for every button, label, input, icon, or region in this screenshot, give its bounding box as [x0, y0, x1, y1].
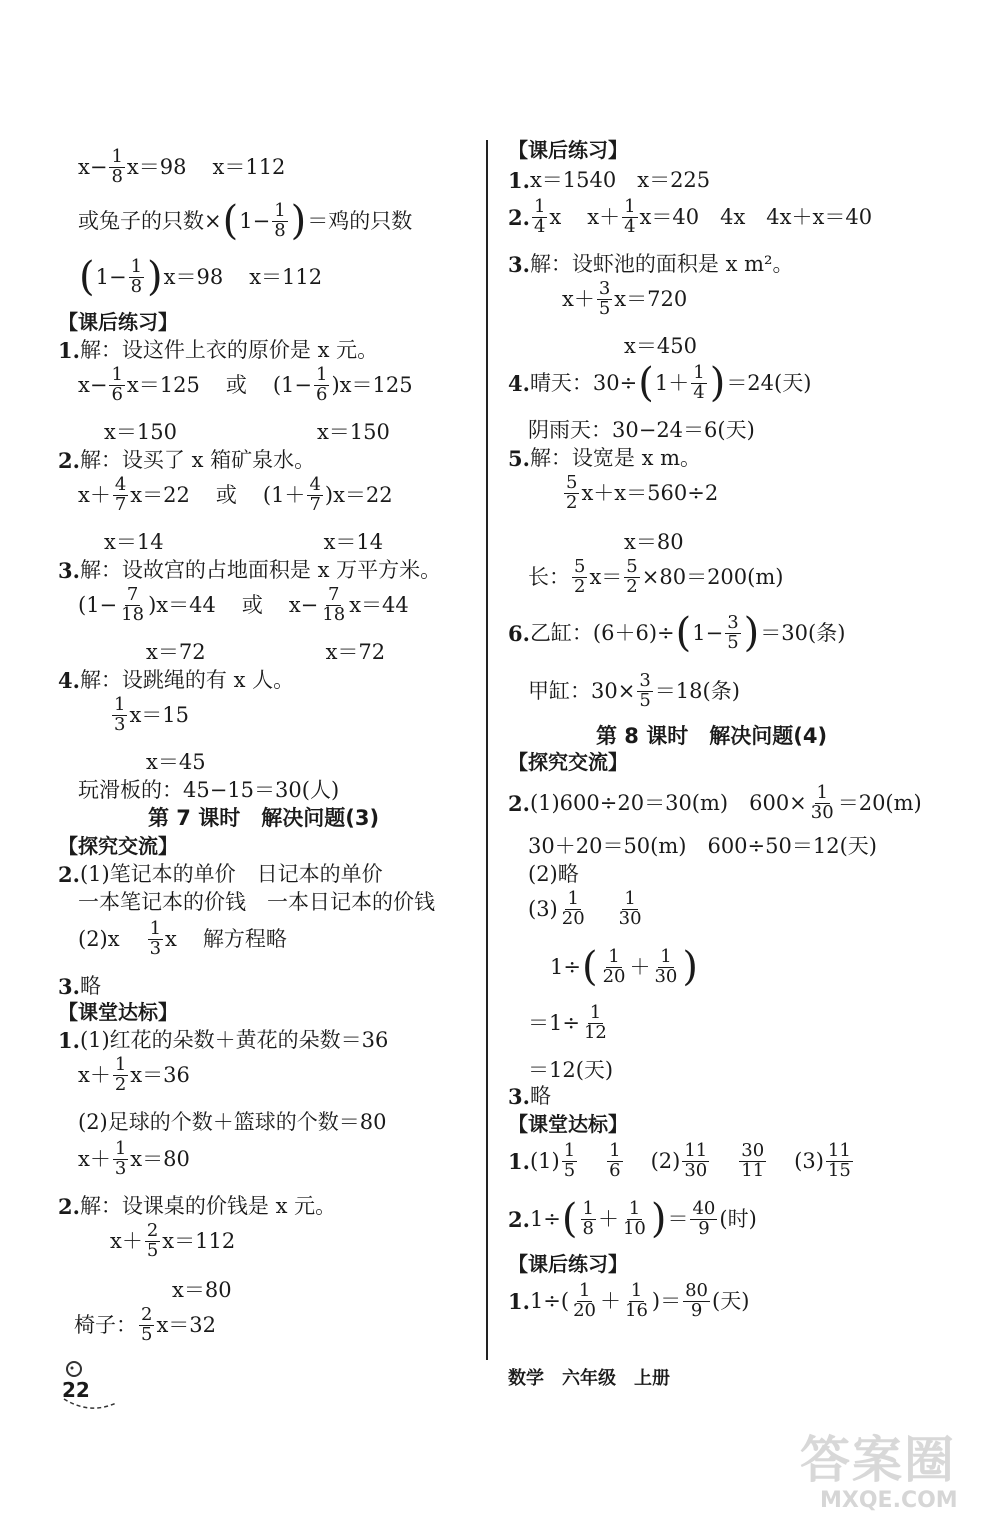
equation-line: ( 1− $\frac{1}{8}$ ) x＝98 x＝112 [79, 254, 323, 301]
result-line: x＝14 x＝14 [104, 530, 384, 554]
equation-line: (1− $\frac{7}{18}$ ) x＝44 或 x− $\frac{7}{18}$ x＝44 [78, 584, 409, 625]
expr: x＝112 [212, 154, 286, 179]
answer-line: (2)略 [528, 862, 579, 886]
question-1: 1. 1÷( $\frac{1}{20}$ ＋ $\frac{1}{16}$ )＝ $\frac{80}{9}$ (天) [508, 1280, 750, 1321]
question-5: 5. 解：设宽是 x m。 [508, 446, 702, 471]
section-heading: 【探究交流】 [58, 834, 178, 858]
fraction: $\frac{1}{8}$ [274, 200, 286, 241]
watermark-logo: 答案圈 [800, 1431, 956, 1489]
fraction: $\frac{1}{8}$ [130, 256, 143, 297]
question-1: 1. (1)红花的朵数＋黄花的朵数＝36 [58, 1028, 389, 1053]
section-heading: 【课堂达标】 [508, 1112, 628, 1136]
fraction: $\frac{1}{8}$ [111, 146, 123, 187]
expr: x＝98 [163, 264, 224, 289]
equation-line: 椅子： $\frac{2}{5}$ x＝32 [74, 1304, 217, 1345]
page-footer: 数学 六年级 上册 [508, 1368, 670, 1389]
answer-line: 玩滑板的：45−15＝30(人) [78, 778, 340, 802]
question-2: 2. (1)笔记本的单价 日记本的单价 [58, 862, 383, 887]
result-line: x＝45 [146, 750, 206, 774]
expr: x− [78, 154, 108, 179]
question-3: 3. 略 [508, 1084, 551, 1109]
question-2: 2. 1÷ ( $\frac{1}{8}$ ＋ $\frac{1}{10}$ ) ＝ $\frac{40}{9}$ (时) [508, 1196, 757, 1243]
expr: x＝112 [249, 264, 323, 289]
expr: x＝98 [126, 154, 187, 179]
result-line: x＝80 [624, 530, 684, 554]
equation-line: 或兔子的只数× ( 1− $\frac{1}{8}$ ) ＝鸡的只数 [78, 198, 413, 245]
equation-line: x＋ $\frac{1}{3}$ x＝80 [78, 1138, 190, 1179]
column-divider [486, 140, 488, 1360]
question-3: 3. 略 [58, 974, 101, 999]
answer-line: (2)足球的个数＋篮球的个数＝80 [78, 1110, 387, 1134]
equation-line: x＋ $\frac{1}{2}$ x＝36 [78, 1054, 190, 1095]
page-number: 22 [62, 1378, 90, 1402]
question-6: 6. 乙缸：(6＋6)÷ ( 1− $\frac{3}{5}$ ) ＝30(条) [508, 610, 846, 657]
equation-line: 长： $\frac{5}{2}$ x＝ $\frac{5}{2}$ ×80＝200(m) [528, 556, 784, 597]
question-2: 2. $\frac{1}{4}$ x x＋ $\frac{1}{4}$ x＝40 4x 4x＋x＝40 [508, 196, 873, 237]
section-heading: 【课堂达标】 [58, 1000, 178, 1024]
expr: 或兔子的只数× [78, 208, 222, 233]
question-2: 2. (1)600÷20＝30(m) 600× $\frac{1}{30}$ ＝20(m) [508, 782, 922, 823]
section-heading: 【探究交流】 [508, 750, 628, 774]
section-heading: 【课后练习】 [508, 138, 628, 162]
question-4: 4. 解：设跳绳的有 x 人。 [58, 668, 295, 693]
question-1: 1. 解：设这件上衣的原价是 x 元。 [58, 338, 379, 363]
section-heading: 【课后练习】 [58, 310, 178, 334]
section-heading: 【课后练习】 [508, 1252, 628, 1276]
lesson-title: 第 8 课时 解决问题(4) [596, 724, 828, 748]
equation-line: 1÷ ( $\frac{1}{20}$ ＋ $\frac{1}{30}$ ) [550, 944, 698, 991]
equation-line [78, 148, 285, 187]
equation-line: ＝1÷ $\frac{1}{12}$ [528, 1002, 607, 1043]
question-1: 1. x＝1540 x＝225 [508, 168, 711, 193]
answer-line: 一本笔记本的价钱 一本日记本的价钱 [78, 890, 435, 914]
question-4: 4. 晴天：30÷ ( 1＋ $\frac{1}{4}$ ) ＝24(天) [508, 360, 812, 407]
question-2: 2. 解：设课桌的价钱是 x 元。 [58, 1194, 337, 1219]
equation-line: (2)x $\frac{1}{3}$ x 解方程略 [78, 918, 287, 959]
answer-line: 阴雨天：30−24＝6(天) [528, 418, 755, 442]
question-3: 3. 解：设故宫的占地面积是 x 万平方米。 [58, 558, 442, 583]
equation-line: $\frac{1}{3}$ x＝15 [114, 694, 190, 735]
question-3: 3. 解：设虾池的面积是 x m²。 [508, 252, 794, 277]
question-1: 1. (1) $\frac{1}{5}$ $\frac{1}{6}$ (2) $\frac{11}{30}$ $\frac{30}{11}$ (3) $\frac{11}{15}$ [508, 1140, 851, 1181]
equation-line: x＋ $\frac{2}{5}$ x＝112 [110, 1220, 236, 1261]
expr: ＝鸡的只数 [307, 208, 413, 233]
result-line: x＝80 [172, 1278, 232, 1302]
equation-line: $\frac{5}{2}$ x＋x＝560÷2 [566, 472, 719, 513]
answer-line: ＝12(天) [528, 1058, 614, 1082]
result-line: x＝72 x＝72 [146, 640, 386, 664]
equation-line: x＋ $\frac{3}{5}$ x＝720 [562, 278, 688, 319]
answer-line: 30＋20＝50(m) 600÷50＝12(天) [528, 834, 877, 858]
equation-line: x− $\frac{1}{6}$ x＝125 或 (1− $\frac{1}{6}$ ) x＝125 [78, 364, 413, 405]
equation-line: x＋ $\frac{4}{7}$ x＝22 或 (1＋ $\frac{4}{7}$ ) x＝22 [78, 474, 393, 515]
question-2: 2. 解：设买了 x 箱矿泉水。 [58, 448, 316, 473]
watermark-url: MXQE.COM [820, 1488, 958, 1513]
equation-line: 甲缸：30× $\frac{3}{5}$ ＝18(条) [528, 670, 740, 711]
lesson-title: 第 7 课时 解决问题(3) [148, 806, 380, 830]
result-line: x＝150 x＝150 [104, 420, 390, 444]
equation-line: (3) $\frac{1}{20}$ $\frac{1}{30}$ [528, 888, 642, 929]
result-line: x＝450 [624, 334, 697, 358]
